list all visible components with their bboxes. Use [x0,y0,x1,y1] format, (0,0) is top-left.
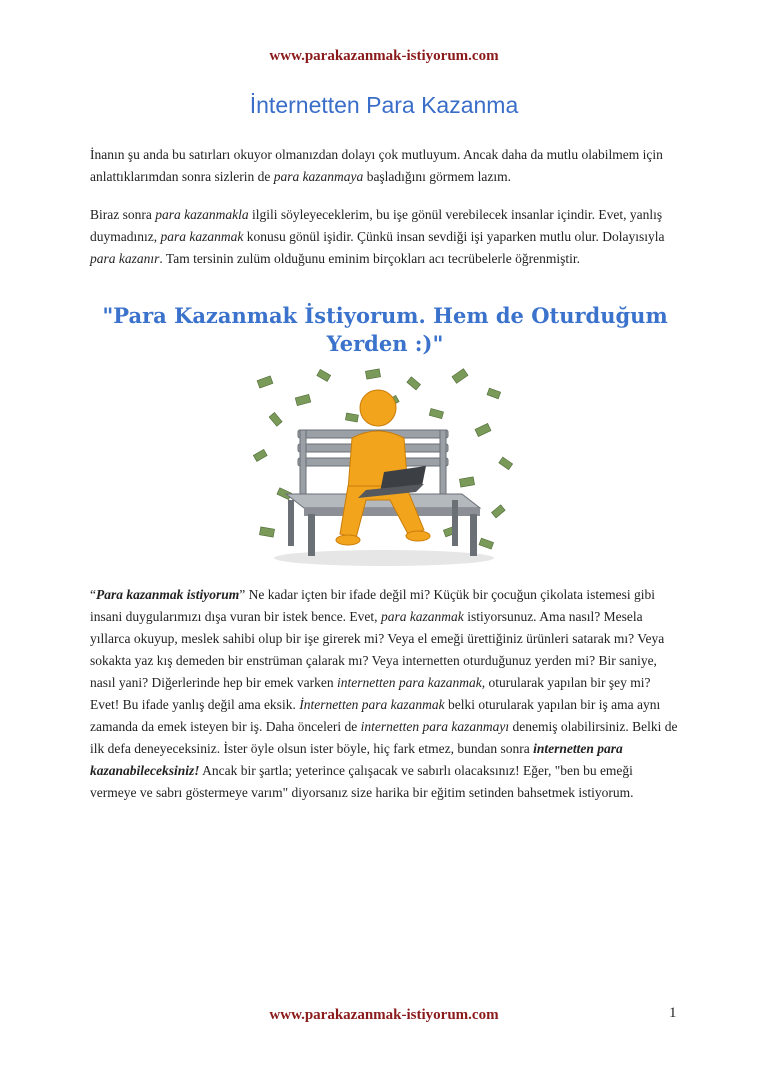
p3-text-4: belki oturularak yapılan bir iş ama aynı zamanda da emek isteyen bir iş. Daha önceleri de [90,697,661,734]
p3-strong-2: internetten para kazanabileceksiniz! [90,741,623,778]
p3-emphasis-2: internetten para kazanmak, [337,675,486,690]
p3-emphasis-3: İnternetten para kazanmak [299,697,445,712]
p3-emphasis-1: para kazanmak [380,609,464,624]
footer-site-url[interactable]: www.parakazanmak-istiyorum.com [269,1007,499,1023]
page-title: İnternetten Para Kazanma [249,92,519,118]
p2-emphasis-3: para kazanır [90,251,160,266]
main-paragraph [90,584,680,804]
p3-text-3: oturularak yapılan bir şey mi? Evet! Bu ifade yanlış değil ama eksik. [90,675,651,712]
money-bench-illustration [248,368,520,568]
p3-emphasis-4: internetten para kazanmayı [360,719,510,734]
intro-paragraph [90,144,680,188]
intro-text-2: başladığını görmem lazım. [363,169,512,184]
p2-emphasis-2: para kazanmak [160,229,244,244]
p3-strong-1: Para kazanmak istiyorum [96,587,240,602]
p3-text-6: Ancak bir şartla; yeterince çalışacak ve sabırlı olacaksınız! Eğer, "ben bu emeği vermeye ve sabrı göstermeye varım" diyorsanız size harika bir eğitim setinden bahsetmek istiyorum. [90,763,634,800]
p2-text-3: konusu gönül işidir. Çünkü insan sevdiği işi yaparken mutlu olur. Dolayısıyla [243,229,665,244]
p3-quote-open: “ [90,587,96,602]
p2-text-4: . Tam tersinin zulüm olduğunu eminim birçokları acı tecrübelerle öğrenmiştir. [159,251,580,266]
p2-text-2: ilgili söyleyeceklerim, bu işe gönül verebilecek insanlar içindir. Evet, yanlış duymadınız, [90,207,663,244]
intro-text-1: İnanın şu anda bu satırları okuyor olmanızdan dolayı çok mutluyum. Ancak daha da mutlu olabilmem için anlattıklarımdan sonra sizlerin de [90,147,663,184]
p3-text-1: ” Ne kadar içten bir ifade değil mi? Küçük bir çocuğun çikolata istemesi gibi insani duygularımızı dışa vuran bir istek bence. Evet, [90,587,656,624]
second-paragraph [90,204,680,270]
intro-emphasis: para kazanmaya [273,169,364,184]
illustration-graphic [248,368,520,568]
page-number: 1 [669,1005,677,1021]
quote-heading: "Para Kazanmak İstiyorum. Hem de Oturduğum Yerden :)" [102,303,668,356]
header-site-url[interactable]: www.parakazanmak-istiyorum.com [269,48,499,64]
p3-text-2: istiyorsunuz. Ama nasıl? Mesela yıllarca okuyup, meslek sahibi olup bir işe girerek mi? Veya el emeği ürettiğiniz ürünleri satarak mı? Veya sokakta yaz kış demeden bir enstrüman çalarak mı? Veya internetten oturduğunuz yerden mi? Bir saniye, nasıl yani? Diğerlerinde hep bir emek varken [90,609,665,690]
p2-emphasis-1: para kazanmakla [155,207,249,222]
p2-text-1: Biraz sonra [90,207,156,222]
p3-text-5: denemiş olabilirsiniz. Belki de ilk defa deneyeceksiniz. İster öyle olsun ister böyle, hiç fark etmez, bundan sonra [90,719,678,756]
